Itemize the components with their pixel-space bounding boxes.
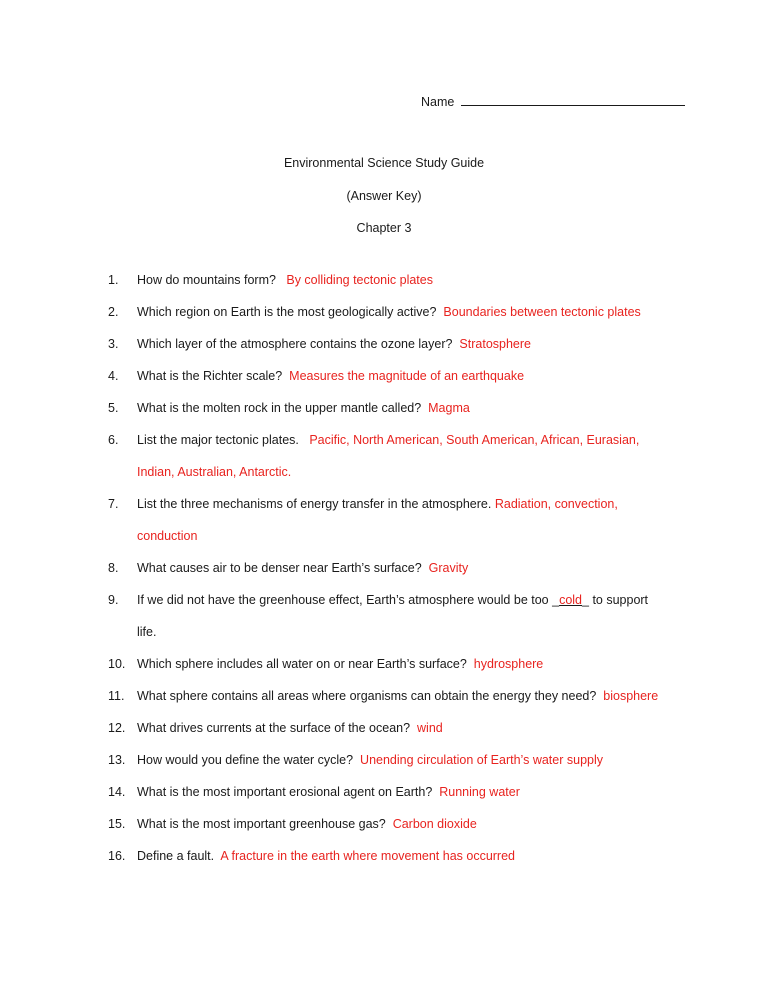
blank-right: _ [582,593,589,607]
question-number: 1. [108,273,119,287]
question-list [108,264,708,872]
answer-text: Carbon dioxide [392,817,477,831]
question-item [108,552,708,584]
question-item [108,680,708,712]
question-item [108,328,708,360]
question-item [108,360,708,392]
answer-continuation: conduction [137,529,198,543]
question-text: What sphere contains all areas where organisms can obtain the energy they need? [137,689,597,703]
question-text: What is the molten rock in the upper mantle called? [137,401,422,415]
answer-text: Measures the magnitude of an earthquake [289,369,525,383]
question-item [108,712,708,744]
answer-text: Running water [439,785,520,799]
question-item [108,296,708,328]
question-item [108,424,708,488]
blank-left: _ [552,593,560,607]
name-blank-line [461,92,685,106]
question-text: How would you define the water cycle? [137,753,354,767]
question-text: What drives currents at the surface of the ocean? [137,721,411,735]
question-number: 16. [108,849,126,863]
question-number: 8. [108,561,119,575]
document-title: Environmental Science Study Guide [283,156,485,170]
question-number: 4. [108,369,119,383]
question-number: 15. [108,817,126,831]
answer-text: Boundaries between tectonic plates [443,305,641,319]
question-item [108,488,708,552]
answer-continuation: Indian, Australian, Antarctic. [137,465,292,479]
name-field [421,92,685,109]
question-text: What is the Richter scale? [137,369,283,383]
answer-text: Gravity [428,561,469,575]
question-text: List the three mechanisms of energy transfer in the atmosphere. [137,497,492,511]
question-text: List the major tectonic plates. [137,433,299,447]
question-item [108,840,708,872]
question-text: If we did not have the greenhouse effect, Earth’s atmosphere would be too [137,593,549,607]
question-text: Which region on Earth is the most geologically active? [137,305,437,319]
question-item [108,264,708,296]
question-item [108,808,708,840]
question-item [108,744,708,776]
question-number: 9. [108,593,119,607]
question-text: Define a fault. [137,849,215,863]
question-text: What is the most important greenhouse gas? [137,817,386,831]
question-number: 13. [108,753,126,767]
question-item [108,392,708,424]
fill-in-answer: cold [559,593,582,607]
question-number: 14. [108,785,126,799]
question-text: Which layer of the atmosphere contains the ozone layer? [137,337,453,351]
question-text: Which sphere includes all water on or near Earth’s surface? [137,657,467,671]
question-item [108,584,708,648]
question-text-tail: to support [592,593,649,607]
question-text: What is the most important erosional agent on Earth? [137,785,433,799]
question-number: 10. [108,657,126,671]
question-number: 5. [108,401,119,415]
name-label: Name [421,95,455,109]
answer-text: biosphere [603,689,659,703]
answer-text: Radiation, convection, [494,497,618,511]
question-number: 2. [108,305,119,319]
chapter-label: Chapter 3 [356,221,412,235]
answer-text: By colliding tectonic plates [286,273,433,287]
question-number: 7. [108,497,119,511]
answer-text: hydrosphere [473,657,544,671]
question-text: What causes air to be denser near Earth’s surface? [137,561,422,575]
answer-text: Pacific, North American, South American, African, Eurasian, [309,433,640,447]
question-number: 3. [108,337,119,351]
answer-text: wind [417,721,443,735]
question-text: How do mountains form? [137,273,276,287]
question-item [108,648,708,680]
answer-text: Unending circulation of Earth’s water supply [360,753,604,767]
answer-text: Stratosphere [459,337,531,351]
answer-text: A fracture in the earth where movement has occurred [220,849,515,863]
question-continuation: life. [137,625,157,639]
answer-text: Magma [428,401,470,415]
question-number: 12. [108,721,126,735]
question-item [108,776,708,808]
question-number: 11. [108,689,125,703]
document-subtitle: (Answer Key) [346,189,422,203]
question-number: 6. [108,433,119,447]
